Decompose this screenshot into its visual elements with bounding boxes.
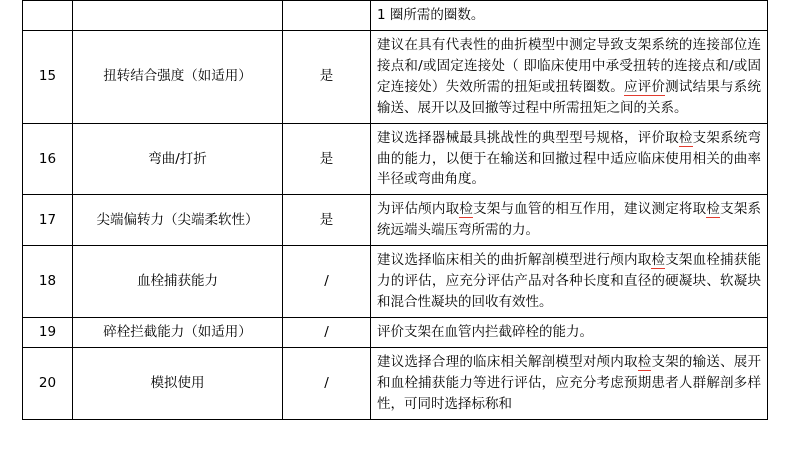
spellcheck-underline-text: 检 [706,201,721,218]
cell-item-name: 碎栓拦截能力（如适用） [73,317,283,347]
cell-description [371,347,768,419]
cell-item-name: 尖端偏转力（尖端柔软性） [73,195,283,246]
cell-item-name: 扭转结合强度（如适用） [73,30,283,123]
table-row [23,123,768,195]
description-text: 测试结果与系统输送、展开以及回撤等过程中所需扭矩之间的关系。 [377,78,762,116]
cell-serial-number: 16 [23,123,73,195]
spellcheck-underline-text: 应评价 [624,78,666,95]
description-text: 支架血栓捕获能力的评估，应充分评估产品对各种长度和直径的硬凝块、软凝块和混合性凝块的回收有效性。 [377,252,762,311]
cell-applicability-flag: 是 [283,195,371,246]
cell-applicability-flag: / [283,246,371,318]
description-text: 为评估颅内取 [377,201,460,218]
table-row [23,317,768,347]
description-text: 支架的输送、展开和血栓捕获能力等进行评估，应充分考虑预期患者人群解剖多样性，可同时选择标称和 [377,353,762,412]
table-row [23,195,768,246]
table-row [23,246,768,318]
cell-applicability-flag: / [283,317,371,347]
description-text: 建议选择临床相关的曲折解剖模型进行颅内取 [377,252,652,269]
description-text: 评价支架在血管内拦截碎栓的能力。 [377,323,593,340]
risk-assessment-table [22,0,768,420]
description-text: 支架系统弯曲的能力，以便于在输送和回撤过程中适应临床使用相关的曲率半径或弯曲角度。 [377,129,762,188]
description-text: 建议选择合理的临床相关解剖模型对颅内取 [377,353,638,370]
cell-description [371,246,768,318]
cell-item-name: 血栓捕获能力 [73,246,283,318]
cell-description [371,1,768,31]
description-text: 建议选择器械最具挑战性的典型型号规格，评价取 [377,129,679,146]
cell-description [371,123,768,195]
cell-item-name: 弯曲/打折 [73,123,283,195]
cell-description [371,317,768,347]
table-row [23,347,768,419]
spellcheck-underline-text: 检 [678,129,693,146]
cell-description [371,30,768,123]
table-row [23,1,768,31]
table-body [23,1,768,420]
spellcheck-underline-text: 检 [637,353,652,370]
spellcheck-underline-text: 检 [459,201,474,218]
description-text: 支架与血管的相互作用，建议测定将取 [473,201,707,218]
cell-description [371,195,768,246]
description-text: 建议在具有代表性的曲折模型中测定导致支架系统的连接部位连接点和/或固定连接处（ 即临床使用中承受扭转的连接点和/或固定连接处）失效所需的扭矩或扭转圈数。 [377,36,761,95]
spellcheck-underline-text: 检 [651,252,666,269]
cell-item-name: 模拟使用 [73,347,283,419]
cell-applicability-flag: 是 [283,30,371,123]
cell-serial-number: 20 [23,347,73,419]
cell-serial-number: 18 [23,246,73,318]
cell-applicability-flag: 是 [283,123,371,195]
table-row [23,30,768,123]
cell-item-name [73,1,283,31]
cell-applicability-flag: / [283,347,371,419]
description-text: 1 圈所需的圈数。 [377,7,485,23]
cell-serial-number: 19 [23,317,73,347]
cell-applicability-flag [283,1,371,31]
cell-serial-number: 17 [23,195,73,246]
description-text: 支架系统远端头端压弯所需的力。 [377,201,762,239]
cell-serial-number: 15 [23,30,73,123]
cell-serial-number [23,1,73,31]
